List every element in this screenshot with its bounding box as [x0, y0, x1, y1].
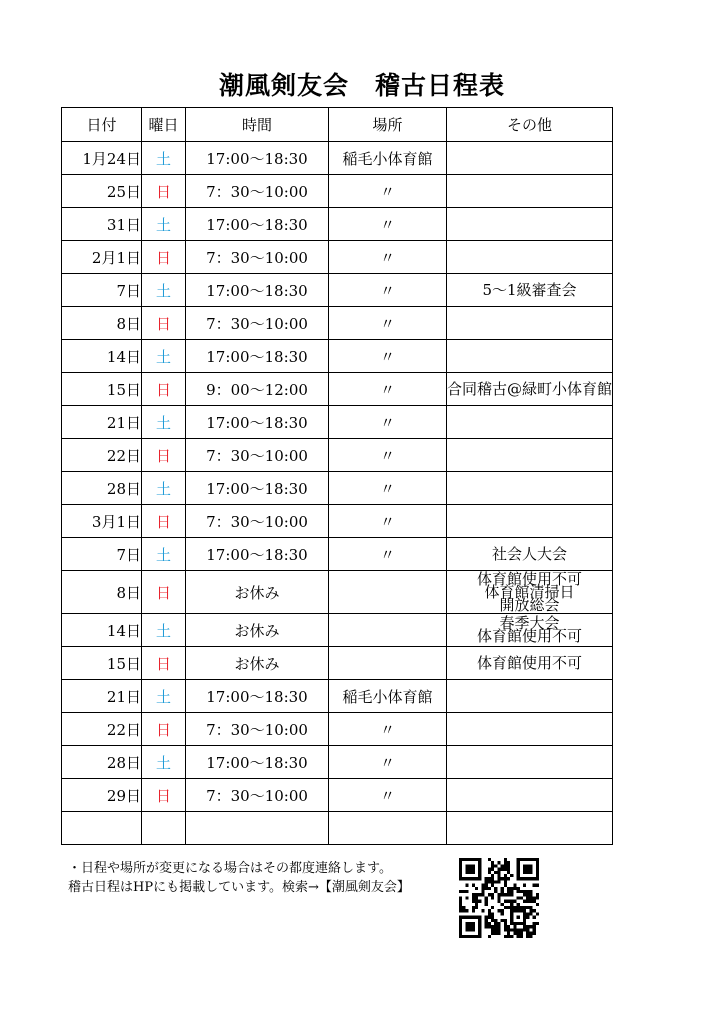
place-cell: 〃	[329, 241, 447, 274]
other-cell	[447, 746, 613, 779]
qr-code-icon[interactable]	[459, 858, 539, 938]
place-cell: 〃	[329, 406, 447, 439]
place-cell: 〃	[329, 274, 447, 307]
day-of-week-cell: 日	[142, 647, 186, 680]
other-cell	[447, 472, 613, 505]
table-row	[62, 746, 613, 779]
day-of-week-cell: 日	[142, 505, 186, 538]
other-line: 開放総会	[499, 595, 560, 614]
header-day-of-week: 曜日	[142, 108, 186, 142]
other-cell	[447, 208, 613, 241]
day-of-week-cell: 土	[142, 142, 186, 175]
place-cell	[329, 614, 447, 647]
place-cell: 〃	[329, 175, 447, 208]
day-of-week-cell: 土	[142, 746, 186, 779]
table-row	[62, 175, 613, 208]
place-cell: 〃	[329, 340, 447, 373]
other-line: 合同稽古@緑町小体育館	[447, 379, 613, 398]
time-cell	[186, 812, 329, 845]
date-cell: 22日	[62, 439, 142, 472]
note-line: ・日程や場所が変更になる場合はその都度連絡します。	[68, 861, 392, 876]
header-row	[62, 108, 613, 142]
day-of-week-cell: 土	[142, 208, 186, 241]
date-cell: 15日	[62, 373, 142, 406]
time-cell: 17:00～18:30	[186, 406, 329, 439]
other-line: 社会人大会	[492, 544, 568, 563]
place-cell: 〃	[329, 713, 447, 746]
footer-notes	[68, 859, 410, 897]
day-of-week-cell: 土	[142, 406, 186, 439]
other-cell	[447, 505, 613, 538]
date-cell: 2月1日	[62, 241, 142, 274]
place-cell	[329, 571, 447, 614]
place-cell: 稲毛小体育館	[329, 142, 447, 175]
header-time: 時間	[186, 108, 329, 142]
date-cell: 21日	[62, 680, 142, 713]
time-cell: 7：30～10:00	[186, 175, 329, 208]
day-of-week-cell: 日	[142, 307, 186, 340]
other-line: 体育館使用不可	[477, 653, 583, 672]
place-cell: 〃	[329, 439, 447, 472]
day-of-week-cell: 日	[142, 713, 186, 746]
other-cell	[447, 373, 613, 406]
day-of-week-cell: 日	[142, 241, 186, 274]
date-cell: 31日	[62, 208, 142, 241]
table-row	[62, 274, 613, 307]
header-place: 場所	[329, 108, 447, 142]
table-row	[62, 340, 613, 373]
time-cell: 17:00～18:30	[186, 142, 329, 175]
time-cell: 17:00～18:30	[186, 340, 329, 373]
table-row	[62, 812, 613, 845]
day-of-week-cell: 土	[142, 472, 186, 505]
table-row	[62, 472, 613, 505]
time-cell: 17:00～18:30	[186, 472, 329, 505]
header-other: その他	[447, 108, 613, 142]
date-cell: 29日	[62, 779, 142, 812]
table-row	[62, 614, 613, 647]
other-cell	[447, 439, 613, 472]
time-cell: 17:00～18:30	[186, 538, 329, 571]
day-of-week-cell: 土	[142, 680, 186, 713]
date-cell: 28日	[62, 472, 142, 505]
table-row	[62, 713, 613, 746]
day-of-week-cell: 土	[142, 274, 186, 307]
date-cell: 22日	[62, 713, 142, 746]
date-cell: 21日	[62, 406, 142, 439]
other-cell	[447, 779, 613, 812]
time-cell: 17:00～18:30	[186, 208, 329, 241]
time-cell: 17:00～18:30	[186, 680, 329, 713]
table-row	[62, 505, 613, 538]
time-cell: 7：30～10:00	[186, 779, 329, 812]
date-cell: 7日	[62, 538, 142, 571]
date-cell: 1月24日	[62, 142, 142, 175]
place-cell: 〃	[329, 208, 447, 241]
other-cell	[447, 812, 613, 845]
other-line: 5～1級審査会	[482, 280, 577, 299]
day-of-week-cell: 土	[142, 614, 186, 647]
time-cell: お休み	[186, 647, 329, 680]
table-row	[62, 571, 613, 614]
other-cell	[447, 307, 613, 340]
place-cell: 稲毛小体育館	[329, 680, 447, 713]
place-cell: 〃	[329, 307, 447, 340]
place-cell	[329, 812, 447, 845]
other-cell	[447, 680, 613, 713]
other-cell	[447, 538, 613, 571]
table-row	[62, 307, 613, 340]
time-cell: 17:00～18:30	[186, 274, 329, 307]
schedule-table	[61, 107, 613, 845]
header-date: 日付	[62, 108, 142, 142]
day-of-week-cell: 日	[142, 373, 186, 406]
place-cell: 〃	[329, 472, 447, 505]
table-row	[62, 680, 613, 713]
date-cell: 28日	[62, 746, 142, 779]
place-cell: 〃	[329, 505, 447, 538]
other-cell	[447, 241, 613, 274]
date-cell: 25日	[62, 175, 142, 208]
day-of-week-cell: 日	[142, 571, 186, 614]
date-cell	[62, 812, 142, 845]
other-line: 体育館清掃日	[484, 582, 575, 601]
date-cell: 14日	[62, 340, 142, 373]
place-cell: 〃	[329, 538, 447, 571]
date-cell: 15日	[62, 647, 142, 680]
time-cell: 7：30～10:00	[186, 439, 329, 472]
day-of-week-cell: 日	[142, 779, 186, 812]
table-row	[62, 142, 613, 175]
note-line: 稽古日程はHPにも掲載しています。検索→【潮風剣友会】	[68, 880, 410, 895]
day-of-week-cell: 土	[142, 538, 186, 571]
time-cell: お休み	[186, 571, 329, 614]
table-row	[62, 647, 613, 680]
time-cell: 7：30～10:00	[186, 713, 329, 746]
page-title: 潮風剣友会 稽古日程表	[218, 71, 505, 100]
date-cell: 7日	[62, 274, 142, 307]
day-of-week-cell	[142, 812, 186, 845]
day-of-week-cell: 日	[142, 439, 186, 472]
table-row	[62, 439, 613, 472]
other-cell	[447, 406, 613, 439]
other-line: 春季大会	[499, 614, 560, 632]
date-cell: 8日	[62, 307, 142, 340]
time-cell: お休み	[186, 614, 329, 647]
other-cell	[447, 614, 613, 647]
table-row	[62, 241, 613, 274]
time-cell: 7：30～10:00	[186, 307, 329, 340]
other-cell	[447, 274, 613, 307]
table-row	[62, 779, 613, 812]
date-cell: 3月1日	[62, 505, 142, 538]
place-cell: 〃	[329, 373, 447, 406]
place-cell	[329, 647, 447, 680]
table-row	[62, 538, 613, 571]
other-line: 体育館使用不可	[477, 569, 583, 588]
date-cell: 8日	[62, 571, 142, 614]
table-row	[62, 208, 613, 241]
other-cell	[447, 340, 613, 373]
time-cell: 17:00～18:30	[186, 746, 329, 779]
day-of-week-cell: 日	[142, 175, 186, 208]
date-cell: 14日	[62, 614, 142, 647]
table-row	[62, 406, 613, 439]
time-cell: 7：30～10:00	[186, 505, 329, 538]
other-cell	[447, 713, 613, 746]
place-cell: 〃	[329, 779, 447, 812]
day-of-week-cell: 土	[142, 340, 186, 373]
other-line: 体育館使用不可	[477, 627, 583, 645]
time-cell: 9：00～12:00	[186, 373, 329, 406]
table-row	[62, 373, 613, 406]
time-cell: 7：30～10:00	[186, 241, 329, 274]
other-cell	[447, 175, 613, 208]
other-cell	[447, 647, 613, 680]
place-cell: 〃	[329, 746, 447, 779]
other-cell	[447, 571, 613, 614]
other-cell	[447, 142, 613, 175]
